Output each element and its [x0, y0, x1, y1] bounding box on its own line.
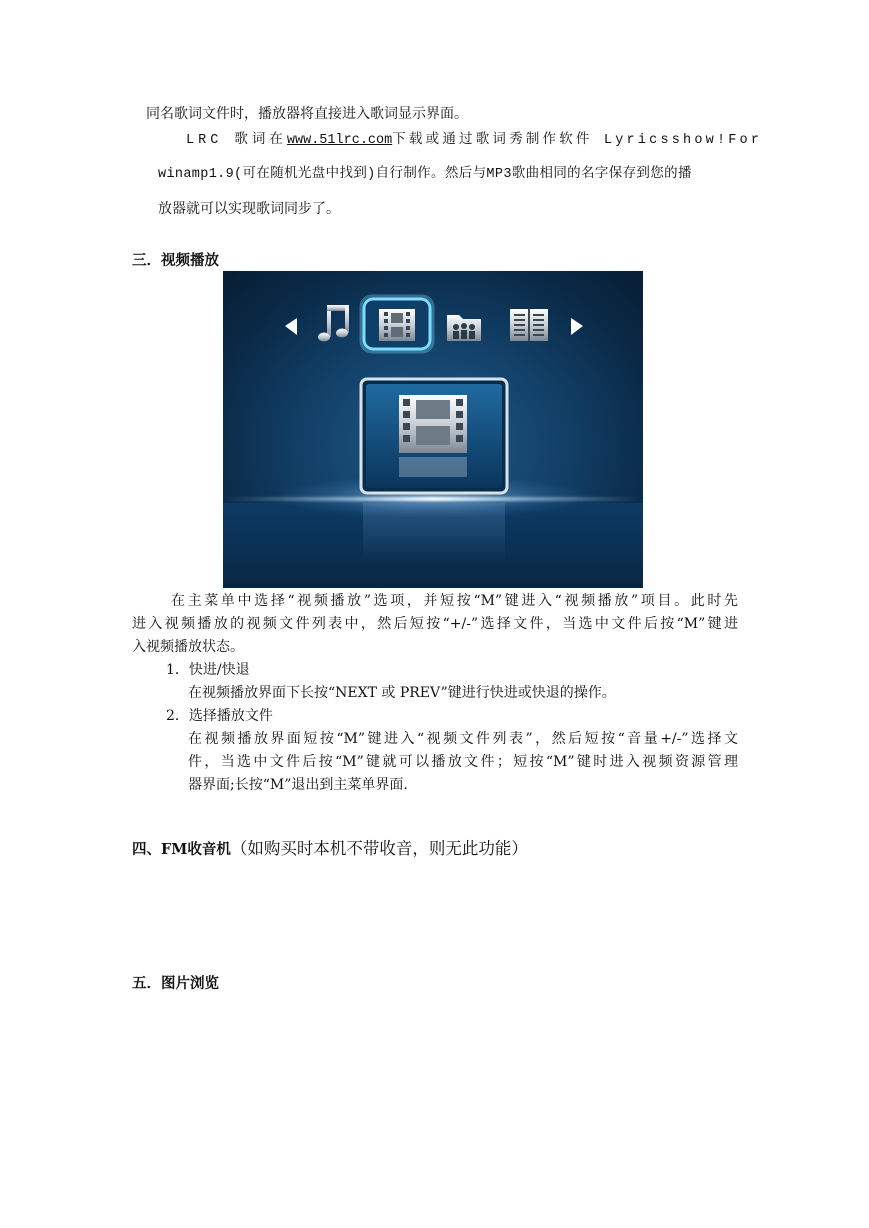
item2-body-line-3: 器界面;长按“M”退出到主菜单界面. — [188, 777, 408, 793]
large-video-frame — [361, 379, 507, 493]
music-icon[interactable] — [318, 305, 349, 342]
video-para-line-1: 在主菜单中选择“视频播放”选项，并短按“M”键进入“视频播放”项目。此时先 — [171, 593, 738, 609]
lyrics-line-1: 同名歌词文件时，播放器将直接进入歌词显示界面。 — [146, 106, 468, 122]
item1-title: 1．快进/快退 — [166, 662, 250, 678]
lyrics-line-3: winamp1.9(可在随机光盘中找到)自行制作。然后与MP3歌曲相同的名字保存到您的播 — [158, 167, 692, 182]
video-icon[interactable] — [361, 296, 433, 352]
lyrics-download-text: 下载或通过歌词秀制作软件 Lyricsshow!For — [392, 133, 763, 148]
folder-people-icon[interactable] — [447, 315, 481, 341]
lyrics-line-2 — [186, 131, 763, 151]
fm-heading-note: （如购买时本机不带收音，则无此功能） — [230, 839, 528, 858]
fm-heading-text: 四、FM收音机 — [132, 841, 231, 858]
video-para-line-3: 入视频播放状态。 — [132, 639, 244, 655]
lyrics-link[interactable]: www.51lrc.com — [286, 133, 393, 148]
item2-body-line-1: 在视频播放界面短按“M”键进入“视频文件列表”，然后短按“音量+/-”选择文 — [188, 731, 738, 747]
ebook-icon[interactable] — [510, 309, 548, 341]
arrow-left-icon[interactable] — [285, 318, 297, 335]
section-heading-video: 三．视频播放 — [132, 252, 219, 269]
lyrics-lrc-text: LRC 歌词在 — [186, 133, 287, 148]
video-menu-screenshot — [223, 271, 643, 588]
arrow-right-icon[interactable] — [571, 318, 583, 335]
screen-icons — [223, 271, 643, 588]
item2-body-line-2: 件，当选中文件后按“M”键就可以播放文件；短按“M”键时进入视频资源管理 — [188, 754, 738, 770]
lyrics-line-4: 放器就可以实现歌词同步了。 — [158, 201, 340, 217]
video-para-line-2: 进入视频播放的视频文件列表中，然后短按“+/-”选择文件，当选中文件后按“M”键进 — [132, 616, 738, 632]
section-heading-photo: 五．图片浏览 — [132, 975, 219, 992]
item2-title: 2．选择播放文件 — [166, 708, 273, 724]
item1-body: 在视频播放界面下长按“NEXT 或 PREV”键进行快进或快退的操作。 — [188, 685, 616, 701]
section-heading-fm — [132, 835, 528, 859]
